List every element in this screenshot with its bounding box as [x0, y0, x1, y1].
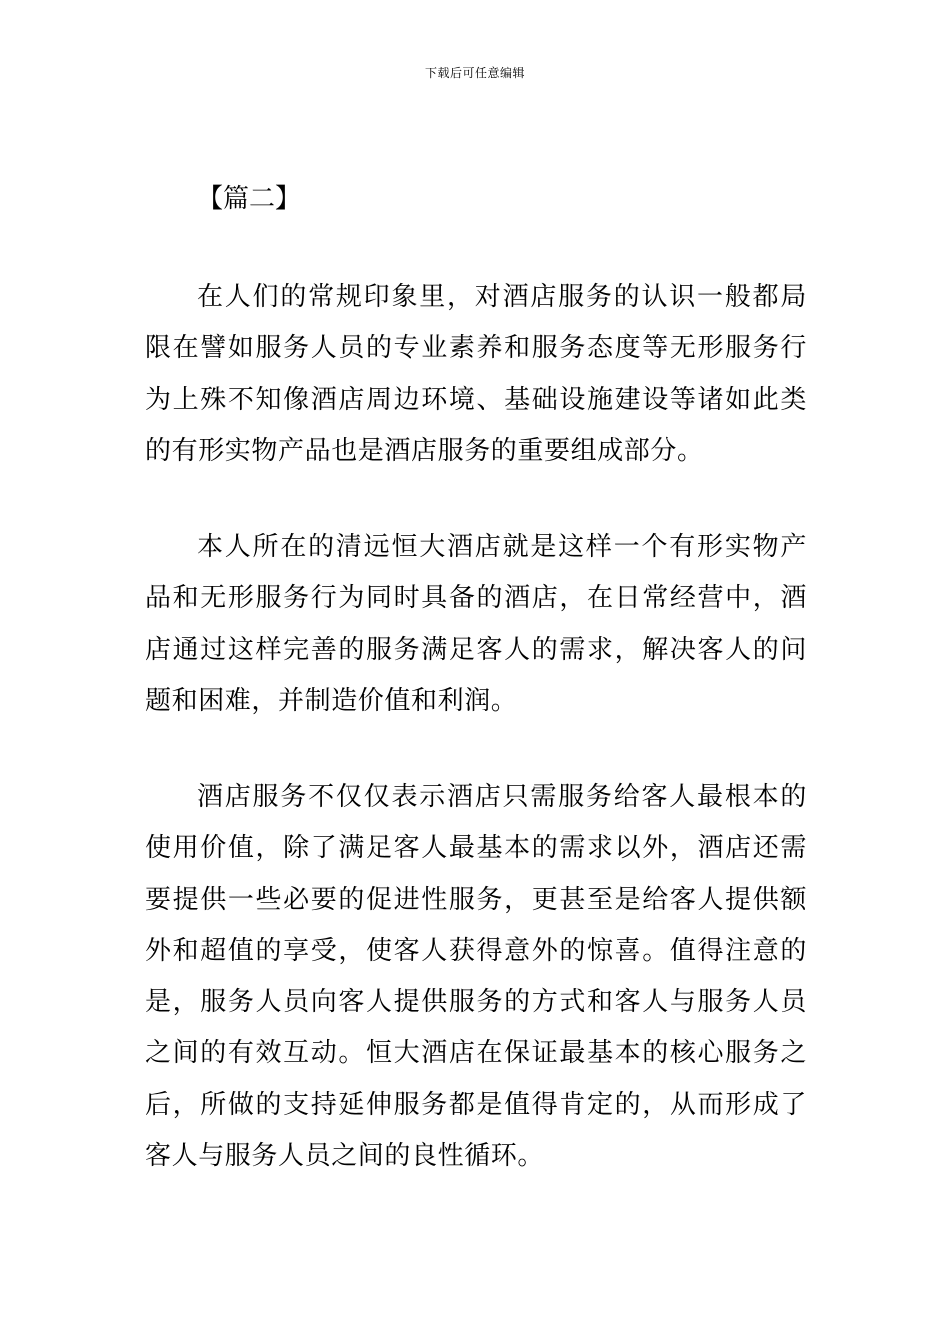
page-header-note: 下载后可任意编辑 [424, 66, 525, 80]
body-paragraph-3: 酒店服务不仅仅表示酒店只需服务给客人最根本的使用价值，除了满足客人最基本的需求以外，酒店还需要提供一些必要的促进性服务，更甚至是给客人提供额外和超值的享受，使客人获得意外的惊喜。值得注意的是，服务人员向客人提供服务的方式和客人与服务人员之间的有效互动。恒大酒店在保证最基本的核心服务之后，所做的支持延伸服务都是值得肯定的，从而形成了客人与服务人员之间的良性循环。 [145, 782, 807, 1172]
section-title: 【篇二】 [197, 184, 302, 214]
body-paragraph-2: 本人所在的清远恒大酒店就是这样一个有形实物产品和无形服务行为同时具备的酒店，在日常经营中，酒店通过这样完善的服务满足客人的需求，解决客人的问题和困难，并制造价值和利润。 [145, 532, 807, 716]
body-paragraph-1: 在人们的常规印象里，对酒店服务的认识一般都局限在譬如服务人员的专业素养和服务态度等无形服务行为上殊不知像酒店周边环境、基础设施建设等诸如此类的有形实物产品也是酒店服务的重要组成部分。 [145, 282, 807, 466]
